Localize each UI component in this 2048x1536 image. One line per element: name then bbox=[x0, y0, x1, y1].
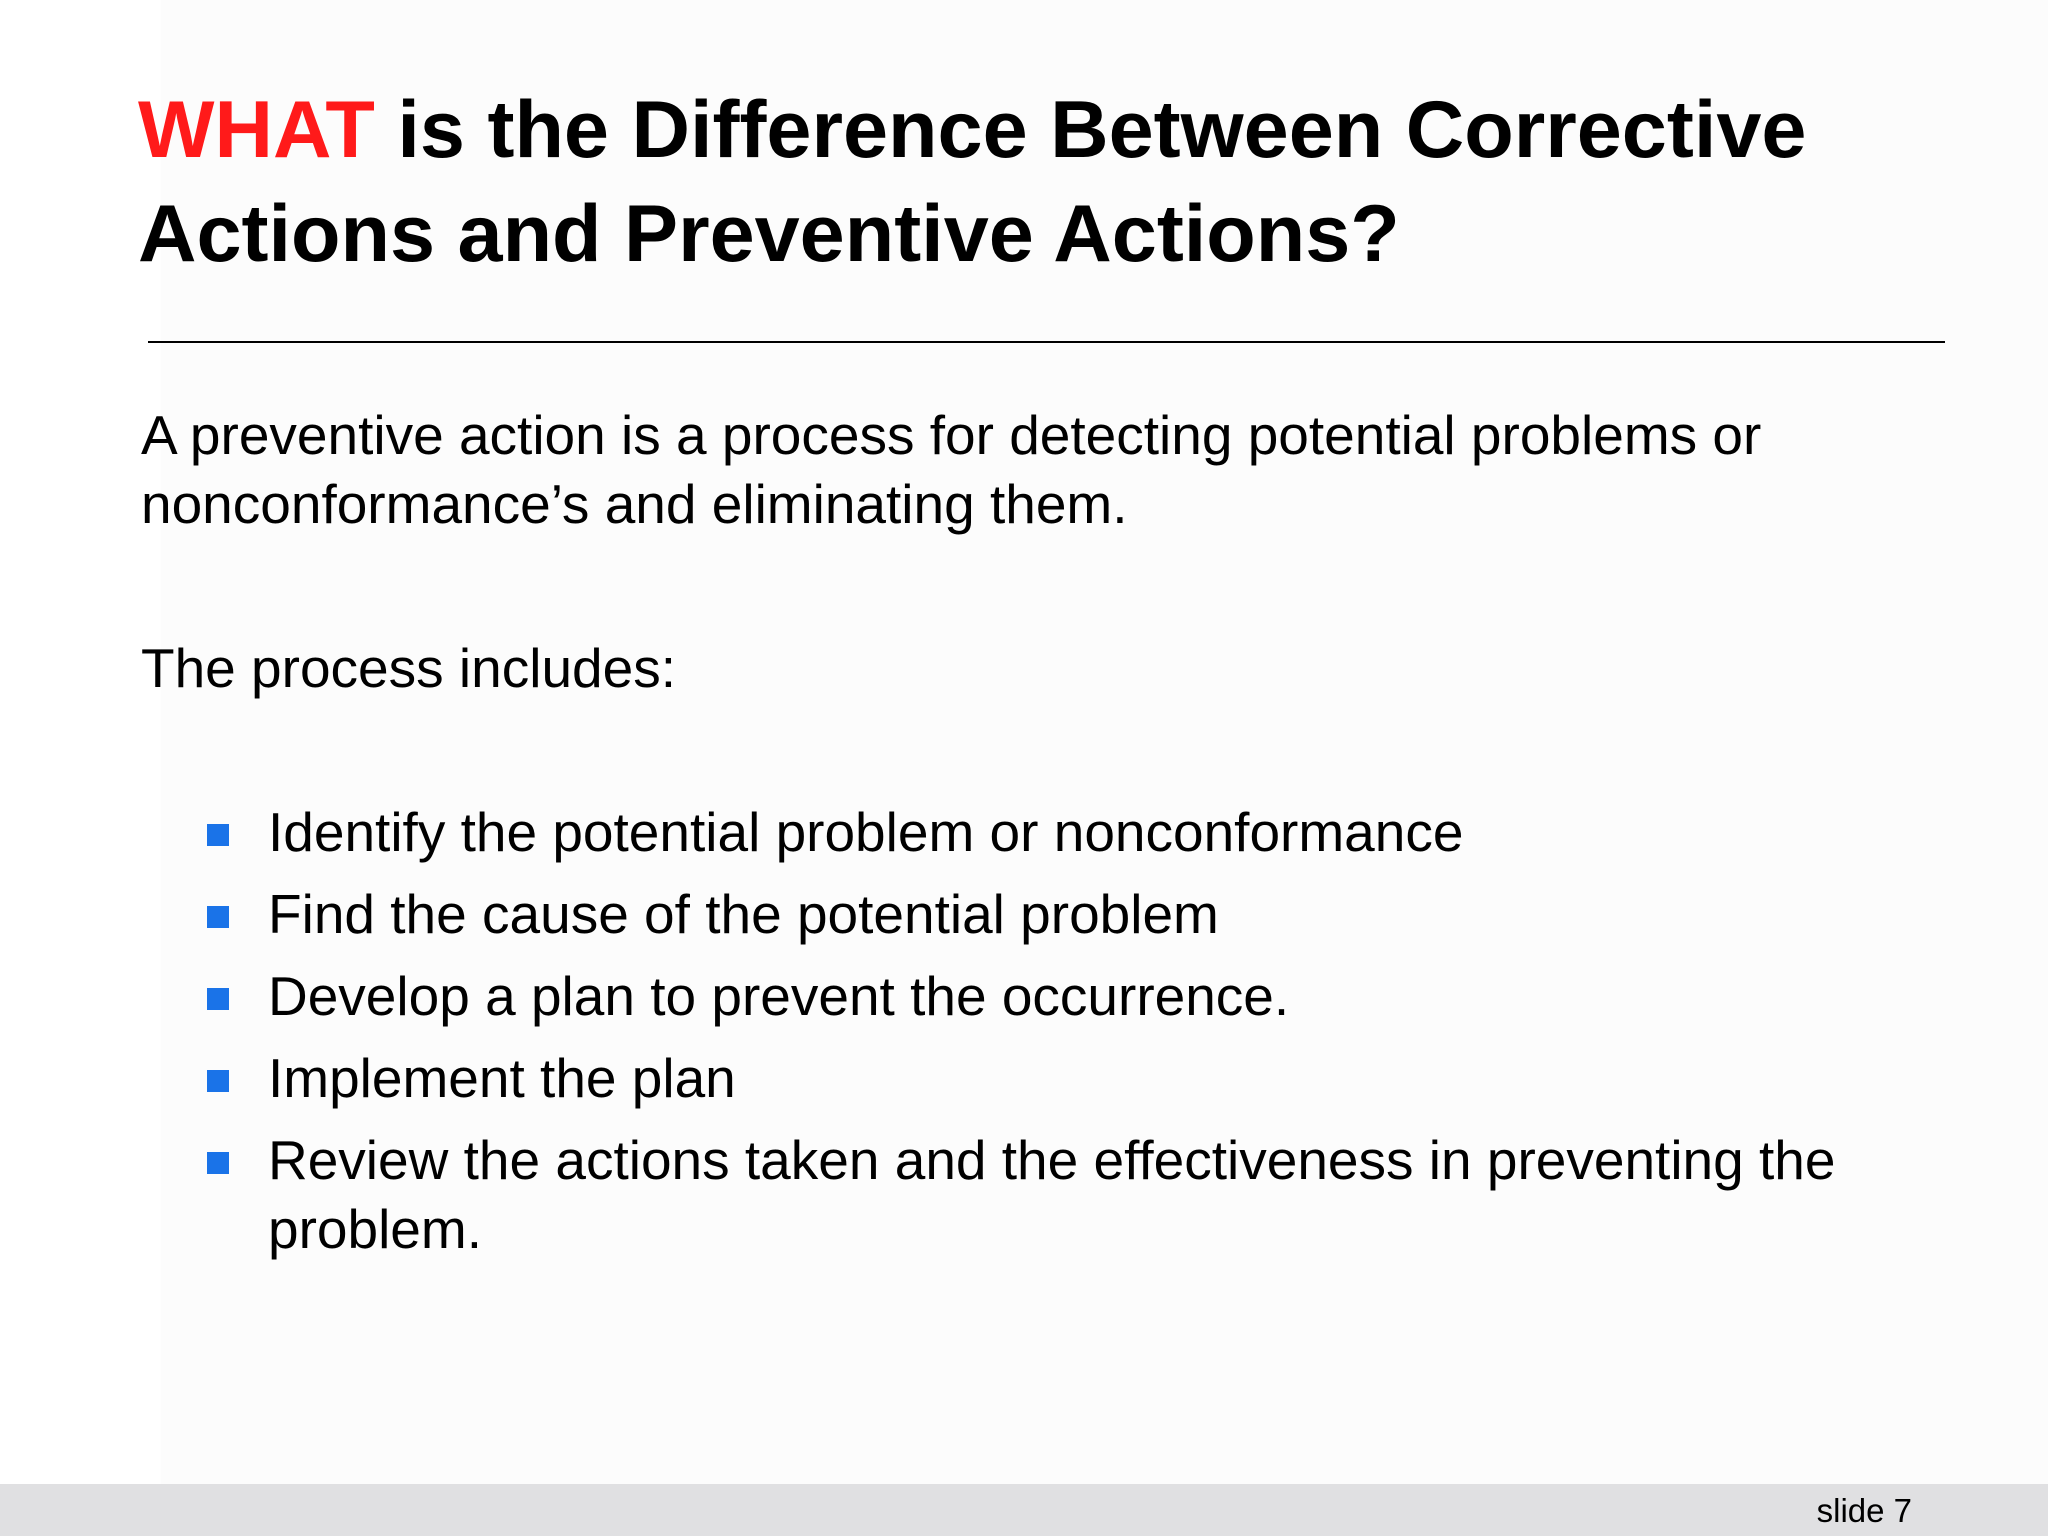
square-bullet-icon bbox=[207, 1070, 229, 1092]
list-item-text: Find the cause of the potential problem bbox=[268, 883, 1219, 945]
square-bullet-icon bbox=[207, 906, 229, 928]
list-item-text: Implement the plan bbox=[268, 1047, 736, 1109]
process-steps-list bbox=[0, 798, 2048, 1277]
list-item bbox=[0, 1044, 1948, 1113]
title-text: is the Difference Between Corrective Actions and Preventive Actions? bbox=[138, 85, 1807, 279]
square-bullet-icon bbox=[207, 1152, 229, 1174]
title-divider bbox=[148, 341, 1945, 343]
title-accent-word: WHAT bbox=[138, 85, 375, 175]
list-item bbox=[0, 1126, 1948, 1264]
process-label: The process includes: bbox=[141, 637, 676, 699]
square-bullet-icon bbox=[207, 988, 229, 1010]
list-item bbox=[0, 962, 1948, 1031]
intro-paragraph: A preventive action is a process for detecting potential problems or nonconformance’s and eliminating them. bbox=[141, 404, 1762, 535]
slide-title bbox=[138, 78, 1958, 286]
footer-bar bbox=[0, 1484, 2048, 1536]
slide-number: slide 7 bbox=[1816, 1492, 1912, 1529]
list-item bbox=[0, 880, 1948, 949]
square-bullet-icon bbox=[207, 824, 229, 846]
list-item-text: Develop a plan to prevent the occurrence. bbox=[268, 965, 1290, 1027]
list-item-text: Identify the potential problem or nonconformance bbox=[268, 801, 1464, 863]
list-item-text: Review the actions taken and the effectiveness in preventing the problem. bbox=[268, 1129, 1836, 1260]
list-item bbox=[0, 798, 1948, 867]
